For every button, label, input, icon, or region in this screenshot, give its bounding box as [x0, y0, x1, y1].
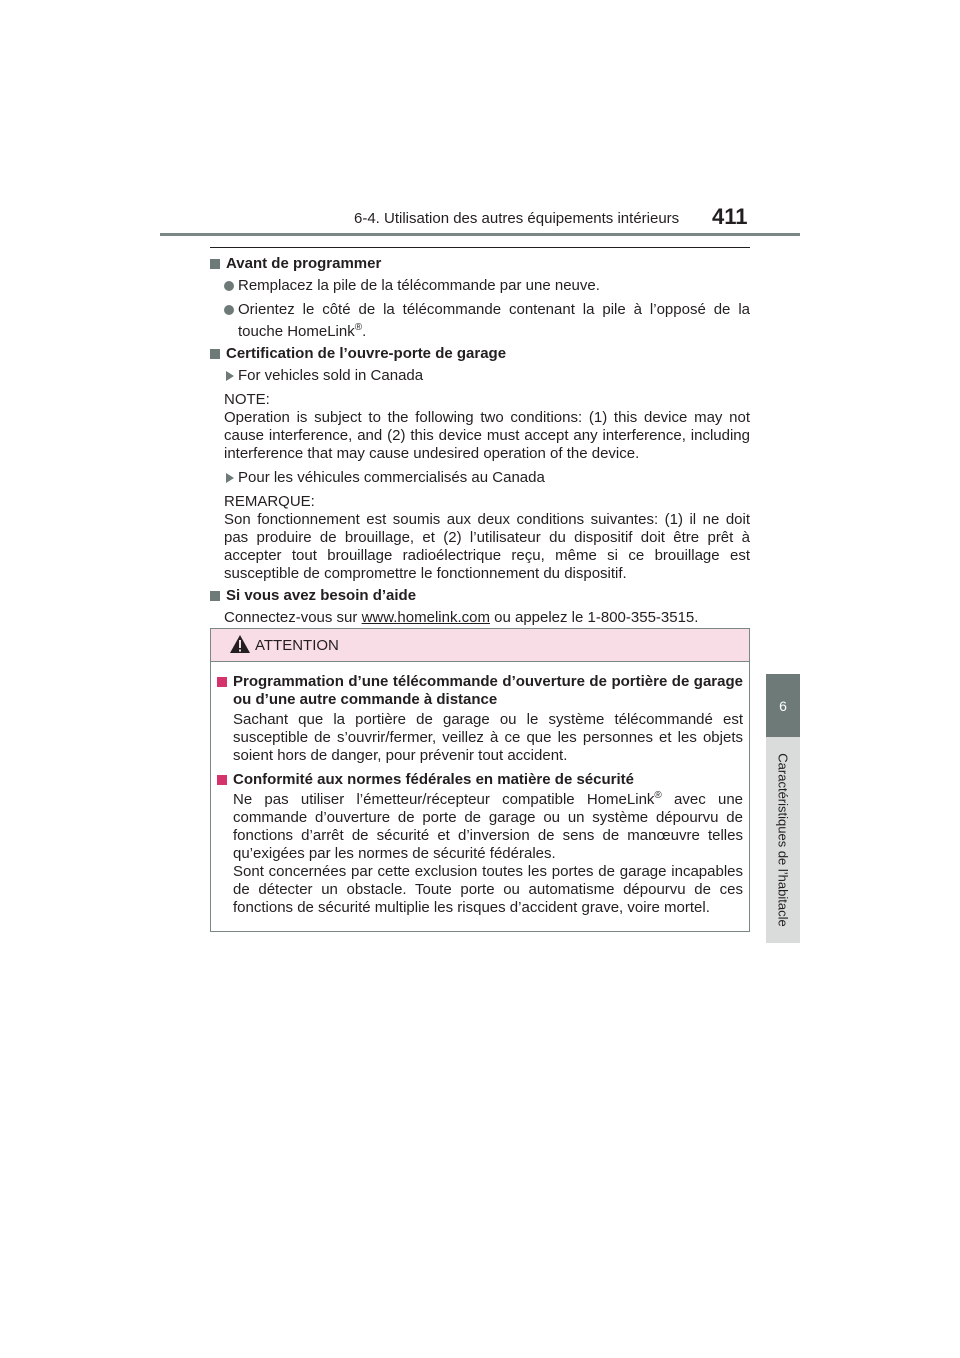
attention-item1-title: Programmation d’une télécommande d’ouverture de portière de garage ou d’une autre commande à distance [217, 673, 743, 709]
note-block: NOTE: Operation is subject to the following two conditions: (1) this device may not cause interference, and (2) this device must accept any interference, including interference that may cause undesired operation of the device. [224, 391, 750, 462]
chapter-label-text: Caractéristiques de l’habitacle [775, 753, 791, 927]
warning-icon [229, 634, 251, 654]
subsection-head: Pour les véhicules commercialisés au Canada [210, 469, 750, 487]
attention-item2-text: Ne pas utiliser l’émetteur/récepteur compatible HomeLink® avec une commande d’ouverture de porte de garage ou un système dépourvu de fonctions d’arrêt de sécurité et d’inversion de sens de manœuvre telles qu’exigées par les normes de sécurité fédérales. [233, 790, 744, 862]
attention-body [217, 673, 743, 921]
square-bullet-icon [217, 677, 227, 687]
page-number: 411 [712, 204, 748, 229]
square-bullet-icon [217, 775, 227, 785]
subsection-head: For vehicles sold in Canada [210, 367, 750, 385]
header-rule [160, 233, 800, 236]
round-bullet-icon [224, 305, 234, 315]
section-aide-title: Si vous avez besoin d’aide [210, 587, 750, 605]
remarque-block: REMARQUE: Son fonctionnement est soumis aux deux conditions suivantes: (1) il ne doit pas produire de brouillage, et (2) l’utilisateur du dispositif doit être prêt à accepter tout brouillage radioélectrique reçu, même si ce brouillage est susceptible de compromettre le fonctionnement du dispositif. [224, 493, 750, 582]
list-item: Orientez le côté de la télécommande contenant la pile à l’opposé de la touche HomeLink®. [210, 299, 750, 343]
square-bullet-icon [210, 349, 220, 359]
section-avant-title: Avant de programmer [210, 255, 750, 273]
attention-item2-title: Conformité aux normes fédérales en matière de sécurité [217, 771, 743, 789]
header-title: 6-4. Utilisation des autres équipements intérieurs [354, 210, 680, 227]
homelink-link[interactable]: www.homelink.com [361, 609, 490, 626]
attention-box [210, 628, 750, 932]
square-bullet-icon [210, 591, 220, 601]
section-certification-title: Certification de l’ouvre-porte de garage [210, 345, 750, 363]
main-content [210, 255, 750, 631]
round-bullet-icon [224, 281, 234, 291]
attention-item2-text2: Sont concernées par cette exclusion toutes les portes de garage incapables de détecter un obstacle. Toute porte ou automatisme dépourvu de ces fonctions de sécurité multiplie les risques d’accident grave, voire mortel. [233, 863, 743, 916]
attention-header [211, 629, 749, 662]
triangle-bullet-icon [226, 473, 234, 483]
triangle-bullet-icon [226, 371, 234, 381]
attention-item1-text: Sachant que la portière de garage ou le système télécommandé est susceptible de s’ouvrir/fermer, veillez à ce que les personnes et les objets soient hors de danger, pour prévenir tout accident. [233, 711, 743, 764]
aide-text: Connectez-vous sur www.homelink.com ou appelez le 1-800-355-3515. [224, 609, 699, 626]
chapter-number: 6 [779, 697, 787, 714]
list-item: Remplacez la pile de la télécommande par une neuve. [210, 277, 750, 295]
content-rule [210, 247, 750, 248]
chapter-tab [766, 674, 800, 737]
attention-label: ATTENTION [255, 637, 339, 654]
square-bullet-icon [210, 259, 220, 269]
chapter-label [766, 737, 800, 943]
